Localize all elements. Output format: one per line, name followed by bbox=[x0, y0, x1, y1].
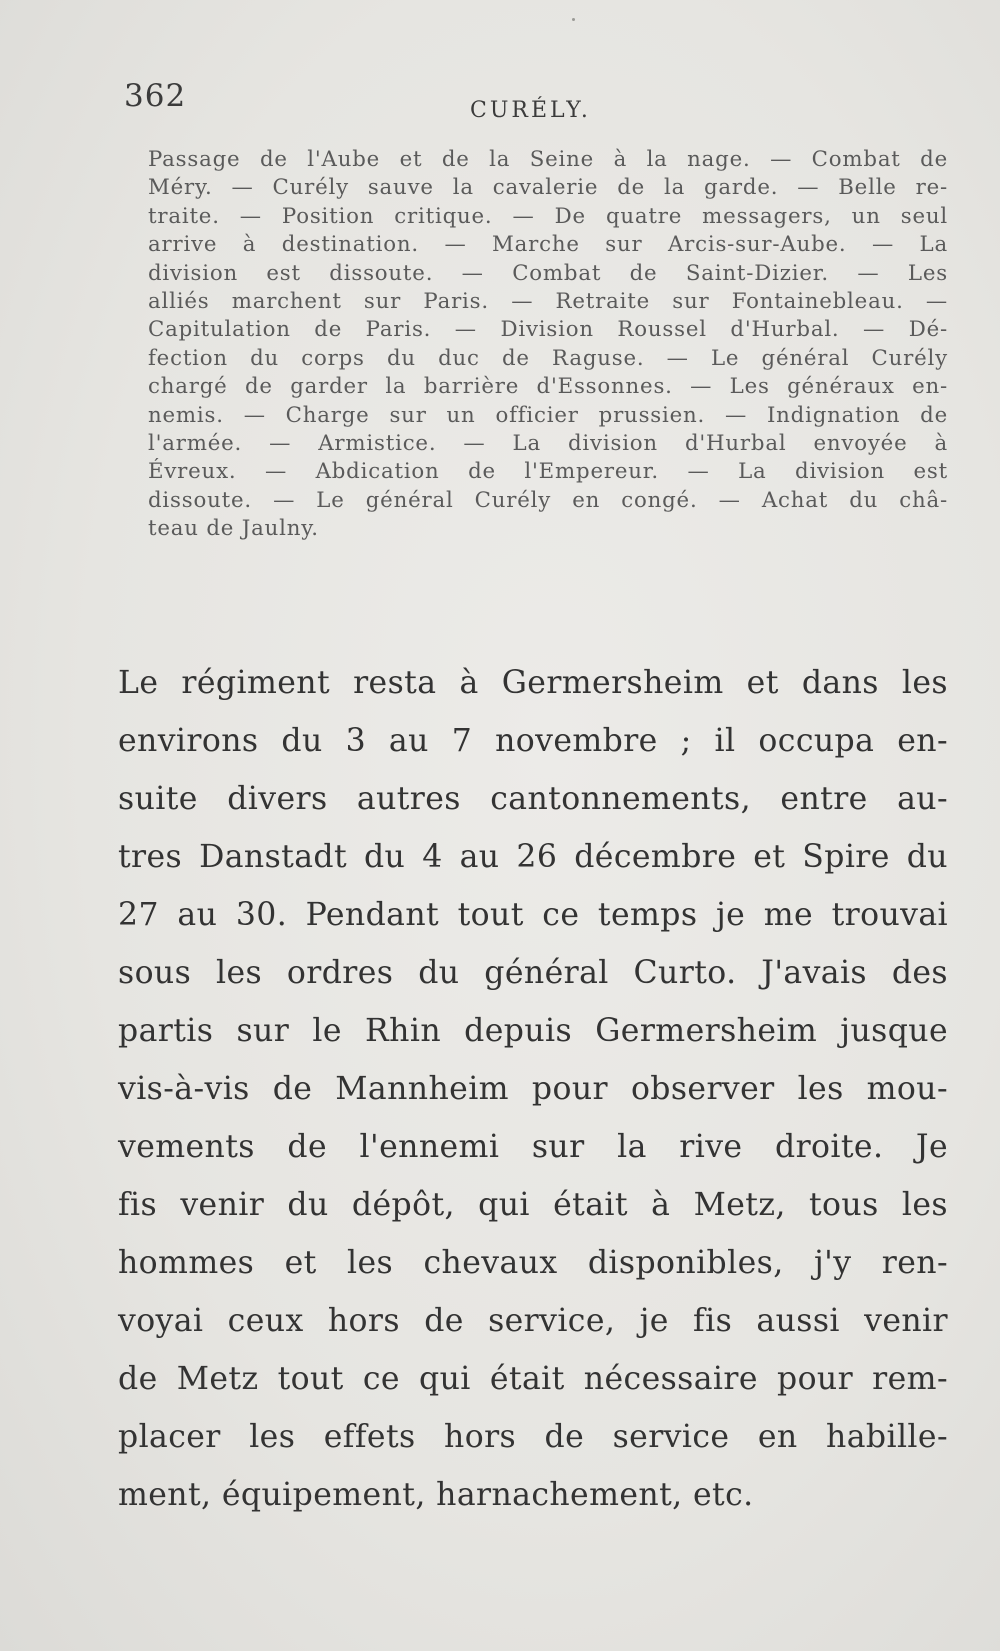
body-line: sous les ordres du général Curto. J'avais des bbox=[118, 955, 948, 991]
body-paragraph bbox=[118, 654, 948, 1524]
body-line: ment, équipement, harnachement, etc. bbox=[118, 1477, 754, 1513]
body-line: partis sur le Rhin depuis Germersheim jusque bbox=[118, 1013, 948, 1049]
body-line: placer les effets hors de service en habille- bbox=[118, 1419, 948, 1455]
body-line: Le régiment resta à Germersheim et dans les bbox=[118, 665, 948, 701]
paper-speck bbox=[572, 18, 575, 21]
running-title: CURÉLY. bbox=[470, 98, 591, 123]
summary-line: nemis. — Charge sur un officier prussien. — Indignation de bbox=[148, 402, 948, 428]
body-line: suite divers autres cantonnements, entre au- bbox=[118, 781, 948, 817]
body-line: de Metz tout ce qui était nécessaire pour rem- bbox=[118, 1361, 948, 1397]
summary-line: alliés marchent sur Paris. — Retraite sur Fontainebleau. — bbox=[148, 289, 948, 315]
body-line: tres Danstadt du 4 au 26 décembre et Spire du bbox=[118, 839, 948, 875]
body-line: hommes et les chevaux disponibles, j'y ren- bbox=[118, 1245, 948, 1281]
summary-line: Capitulation de Paris. — Division Roussel d'Hurbal. — Dé- bbox=[148, 317, 948, 343]
summary-line: l'armée. — Armistice. — La division d'Hurbal envoyée à bbox=[148, 431, 948, 457]
summary-line: fection du corps du duc de Raguse. — Le général Curély bbox=[148, 345, 948, 371]
summary-line: Passage de l'Aube et de la Seine à la nage. — Combat de bbox=[148, 147, 948, 172]
summary-line: chargé de garder la barrière d'Essonnes. — Les généraux en- bbox=[148, 374, 948, 400]
chapter-summary bbox=[148, 146, 948, 544]
summary-line: arrive à destination. — Marche sur Arcis-sur-Aube. — La bbox=[148, 232, 948, 258]
body-line: environs du 3 au 7 novembre ; il occupa en- bbox=[118, 723, 948, 759]
summary-line: Méry. — Curély sauve la cavalerie de la garde. — Belle re- bbox=[148, 175, 948, 201]
summary-line: traite. — Position critique. — De quatre messagers, un seul bbox=[148, 203, 948, 229]
body-line: voyai ceux hors de service, je fis aussi venir bbox=[118, 1303, 948, 1339]
summary-line: teau de Jaulny. bbox=[148, 516, 319, 542]
body-line: fis venir du dépôt, qui était à Metz, tous les bbox=[118, 1187, 948, 1223]
body-line: vis-à-vis de Mannheim pour observer les mou- bbox=[118, 1071, 948, 1107]
body-line: vements de l'ennemi sur la rive droite. Je bbox=[118, 1129, 948, 1165]
summary-line: Évreux. — Abdication de l'Empereur. — La division est bbox=[148, 459, 948, 485]
summary-line: division est dissoute. — Combat de Saint-Dizier. — Les bbox=[148, 260, 948, 286]
body-line: 27 au 30. Pendant tout ce temps je me trouvai bbox=[118, 897, 948, 933]
running-head bbox=[124, 78, 884, 128]
summary-line: dissoute. — Le général Curély en congé. — Achat du châ- bbox=[148, 487, 948, 513]
page-number: 362 bbox=[124, 78, 187, 114]
